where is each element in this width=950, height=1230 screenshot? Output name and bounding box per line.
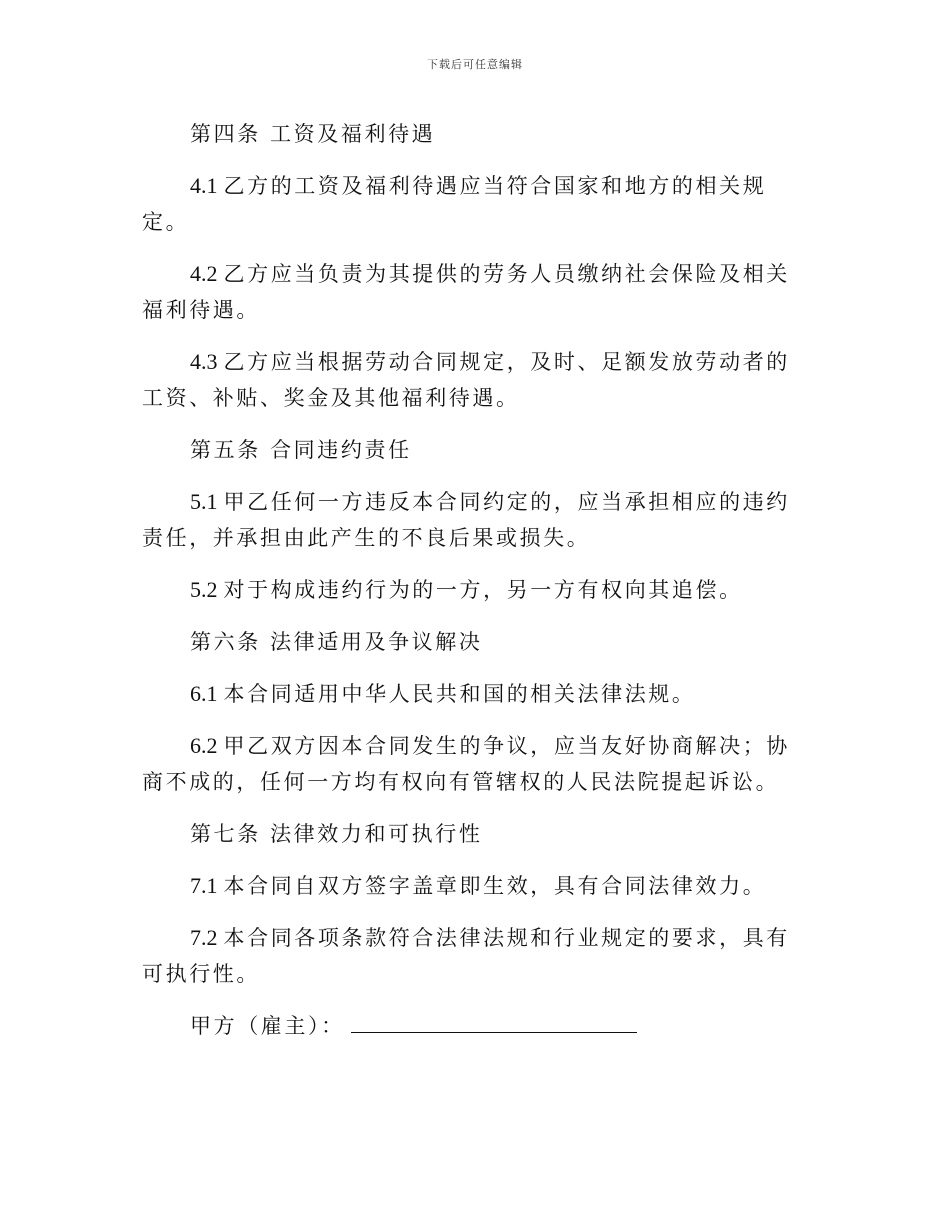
document-body	[142, 116, 802, 1044]
clause-text: 甲乙双方因本合同发生的争议，应当友好协商解决；协商不成的，任何一方均有权向有管辖权的人民法院提起诉讼。	[142, 734, 790, 794]
clause-number: 5.2	[190, 577, 218, 602]
clause-text: 乙方应当根据劳动合同规定，及时、足额发放劳动者的工资、补贴、奖金及其他福利待遇。	[142, 350, 790, 410]
signature-line[interactable]	[351, 1010, 637, 1033]
clause-text: 乙方的工资及福利待遇应当符合国家和地方的相关规定。	[142, 174, 767, 234]
clause-number: 7.1	[190, 873, 218, 898]
clause-text: 本合同适用中华人民共和国的相关法律法规。	[223, 682, 696, 706]
article-5-heading: 第五条 合同违约责任	[190, 438, 412, 462]
clause-6-1	[142, 676, 802, 712]
clause-text: 本合同各项条款符合法律法规和行业规定的要求，具有可执行性。	[142, 926, 790, 986]
clause-number: 6.2	[190, 733, 218, 758]
article-4-heading: 第四条 工资及福利待遇	[190, 122, 436, 146]
clause-text: 乙方应当负责为其提供的劳务人员缴纳社会保险及相关福利待遇。	[142, 262, 790, 322]
article-7-heading: 第七条 法律效力和可执行性	[190, 822, 483, 846]
clause-number: 5.1	[190, 489, 218, 514]
clause-6-2	[142, 728, 802, 800]
clause-number: 4.1	[190, 173, 218, 198]
clause-text: 甲乙任何一方违反本合同约定的，应当承担相应的违约责任，并承担由此产生的不良后果或损失。	[142, 490, 790, 550]
clause-5-1	[142, 484, 802, 556]
signature-party-a	[142, 1008, 802, 1044]
clause-number: 7.2	[190, 925, 218, 950]
clause-5-2	[142, 572, 802, 608]
clause-text: 对于构成违约行为的一方，另一方有权向其追偿。	[223, 578, 743, 602]
clause-text: 本合同自双方签字盖章即生效，具有合同法律效力。	[223, 874, 767, 898]
clause-number: 6.1	[190, 681, 218, 706]
clause-7-2	[142, 920, 802, 992]
clause-number: 4.3	[190, 349, 218, 374]
clause-number: 4.2	[190, 261, 218, 286]
article-6-heading: 第六条 法律适用及争议解决	[190, 630, 483, 654]
clause-4-2	[142, 256, 802, 328]
party-a-label: 甲方（雇主）：	[190, 1014, 345, 1038]
clause-4-1	[142, 168, 802, 240]
clause-4-3	[142, 344, 802, 416]
header-note: 下载后可任意编辑	[427, 58, 523, 71]
clause-7-1	[142, 868, 802, 904]
